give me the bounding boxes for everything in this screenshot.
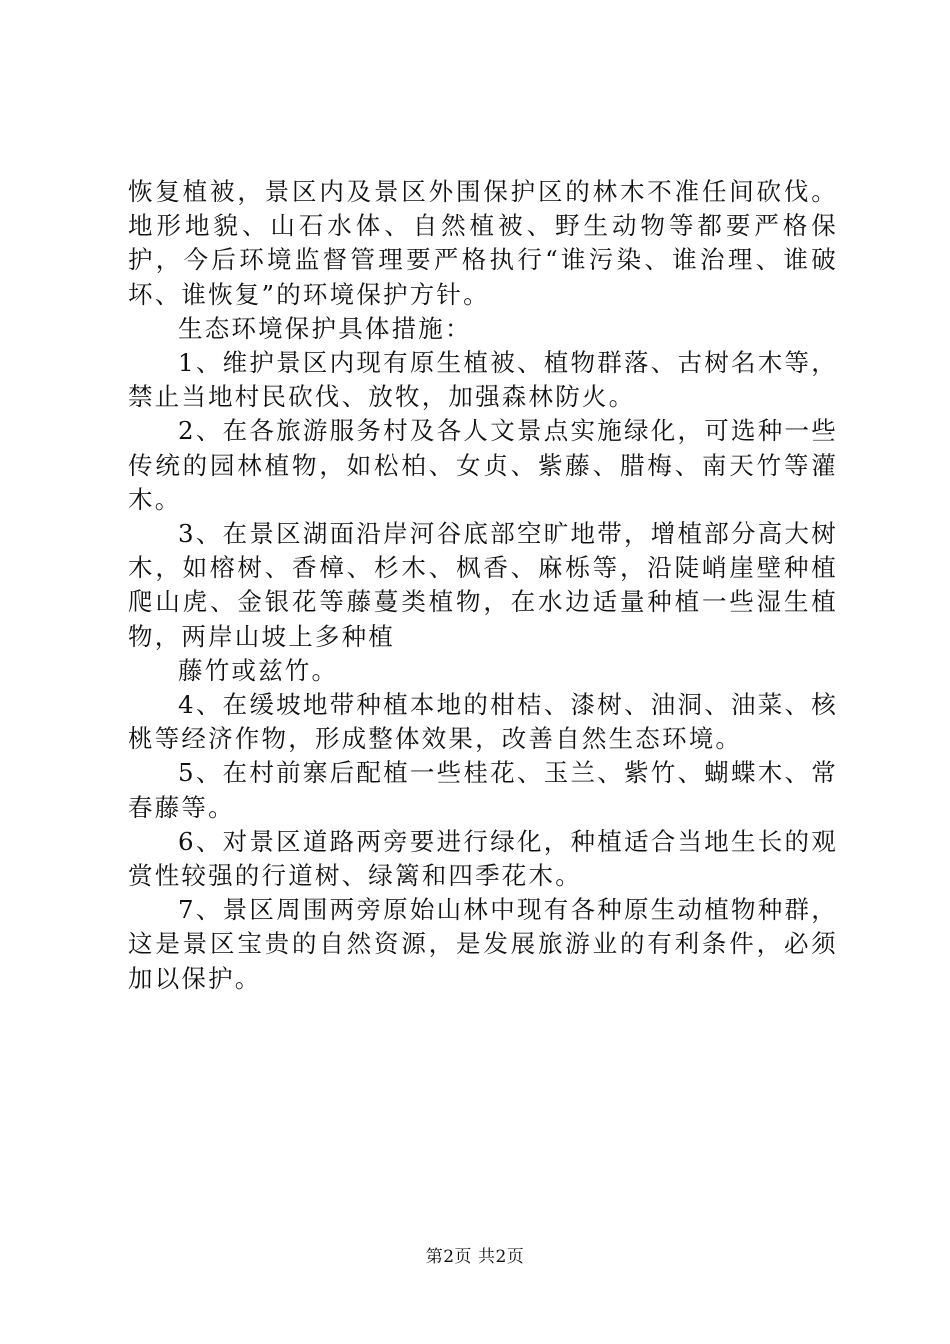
paragraph-measure-5: 5、在村前寨后配植一些桂花、玉兰、紫竹、蝴蝶木、常春藤等。 [128, 758, 838, 822]
paragraph-measure-1: 1、维护景区内现有原生植被、植物群落、古树名木等，禁止当地村民砍伐、放牧，加强森林防火。 [128, 348, 838, 412]
document-body [128, 175, 838, 996]
paragraph-measure-4: 4、在缓坡地带种植本地的柑桔、漆树、油洞、油菜、核桃等经济作物，形成整体效果，改善自然生态环境。 [128, 690, 838, 754]
paragraph-measures-heading: 生态环境保护具体措施： [178, 313, 472, 343]
paragraph-measure-6: 6、对景区道路两旁要进行绿化，种植适合当地生长的观赏性较强的行道树、绿篱和四季花木。 [128, 826, 838, 891]
paragraph-measure-3: 3、在景区湖面沿岸河谷底部空旷地带，增植部分高大树木，如榕树、香樟、杉木、枫香、麻栎等，沿陡峭崖壁种植爬山虎、金银花等藤蔓类植物，在水边适量种植一些湿生植物，两岸山坡上多种植 [128, 519, 838, 651]
paragraph-measure-7: 7、景区周围两旁原始山林中现有各种原生动植物种群，这是景区宝贵的自然资源，是发展旅游业的有利条件，必须加以保护。 [128, 895, 838, 993]
paragraph-measure-3-continued: 藤竹或兹竹。 [178, 655, 339, 685]
page-number-footer: 第2页 共2页 [425, 1247, 525, 1267]
paragraph-measure-2: 2、在各旅游服务村及各人文景点实施绿化，可选种一些传统的园林植物，如松柏、女贞、紫藤、腊梅、南天竹等灌木。 [128, 416, 838, 514]
paragraph-intro: 恢复植被，景区内及景区外围保护区的林木不准任间砍伐。地形地貌、山石水体、自然植被、野生动物等都要严格保护，今后环境监督管理要严格执行“谁污染、谁治理、谁破坏、谁恢复”的环境保护方针。 [128, 177, 838, 309]
